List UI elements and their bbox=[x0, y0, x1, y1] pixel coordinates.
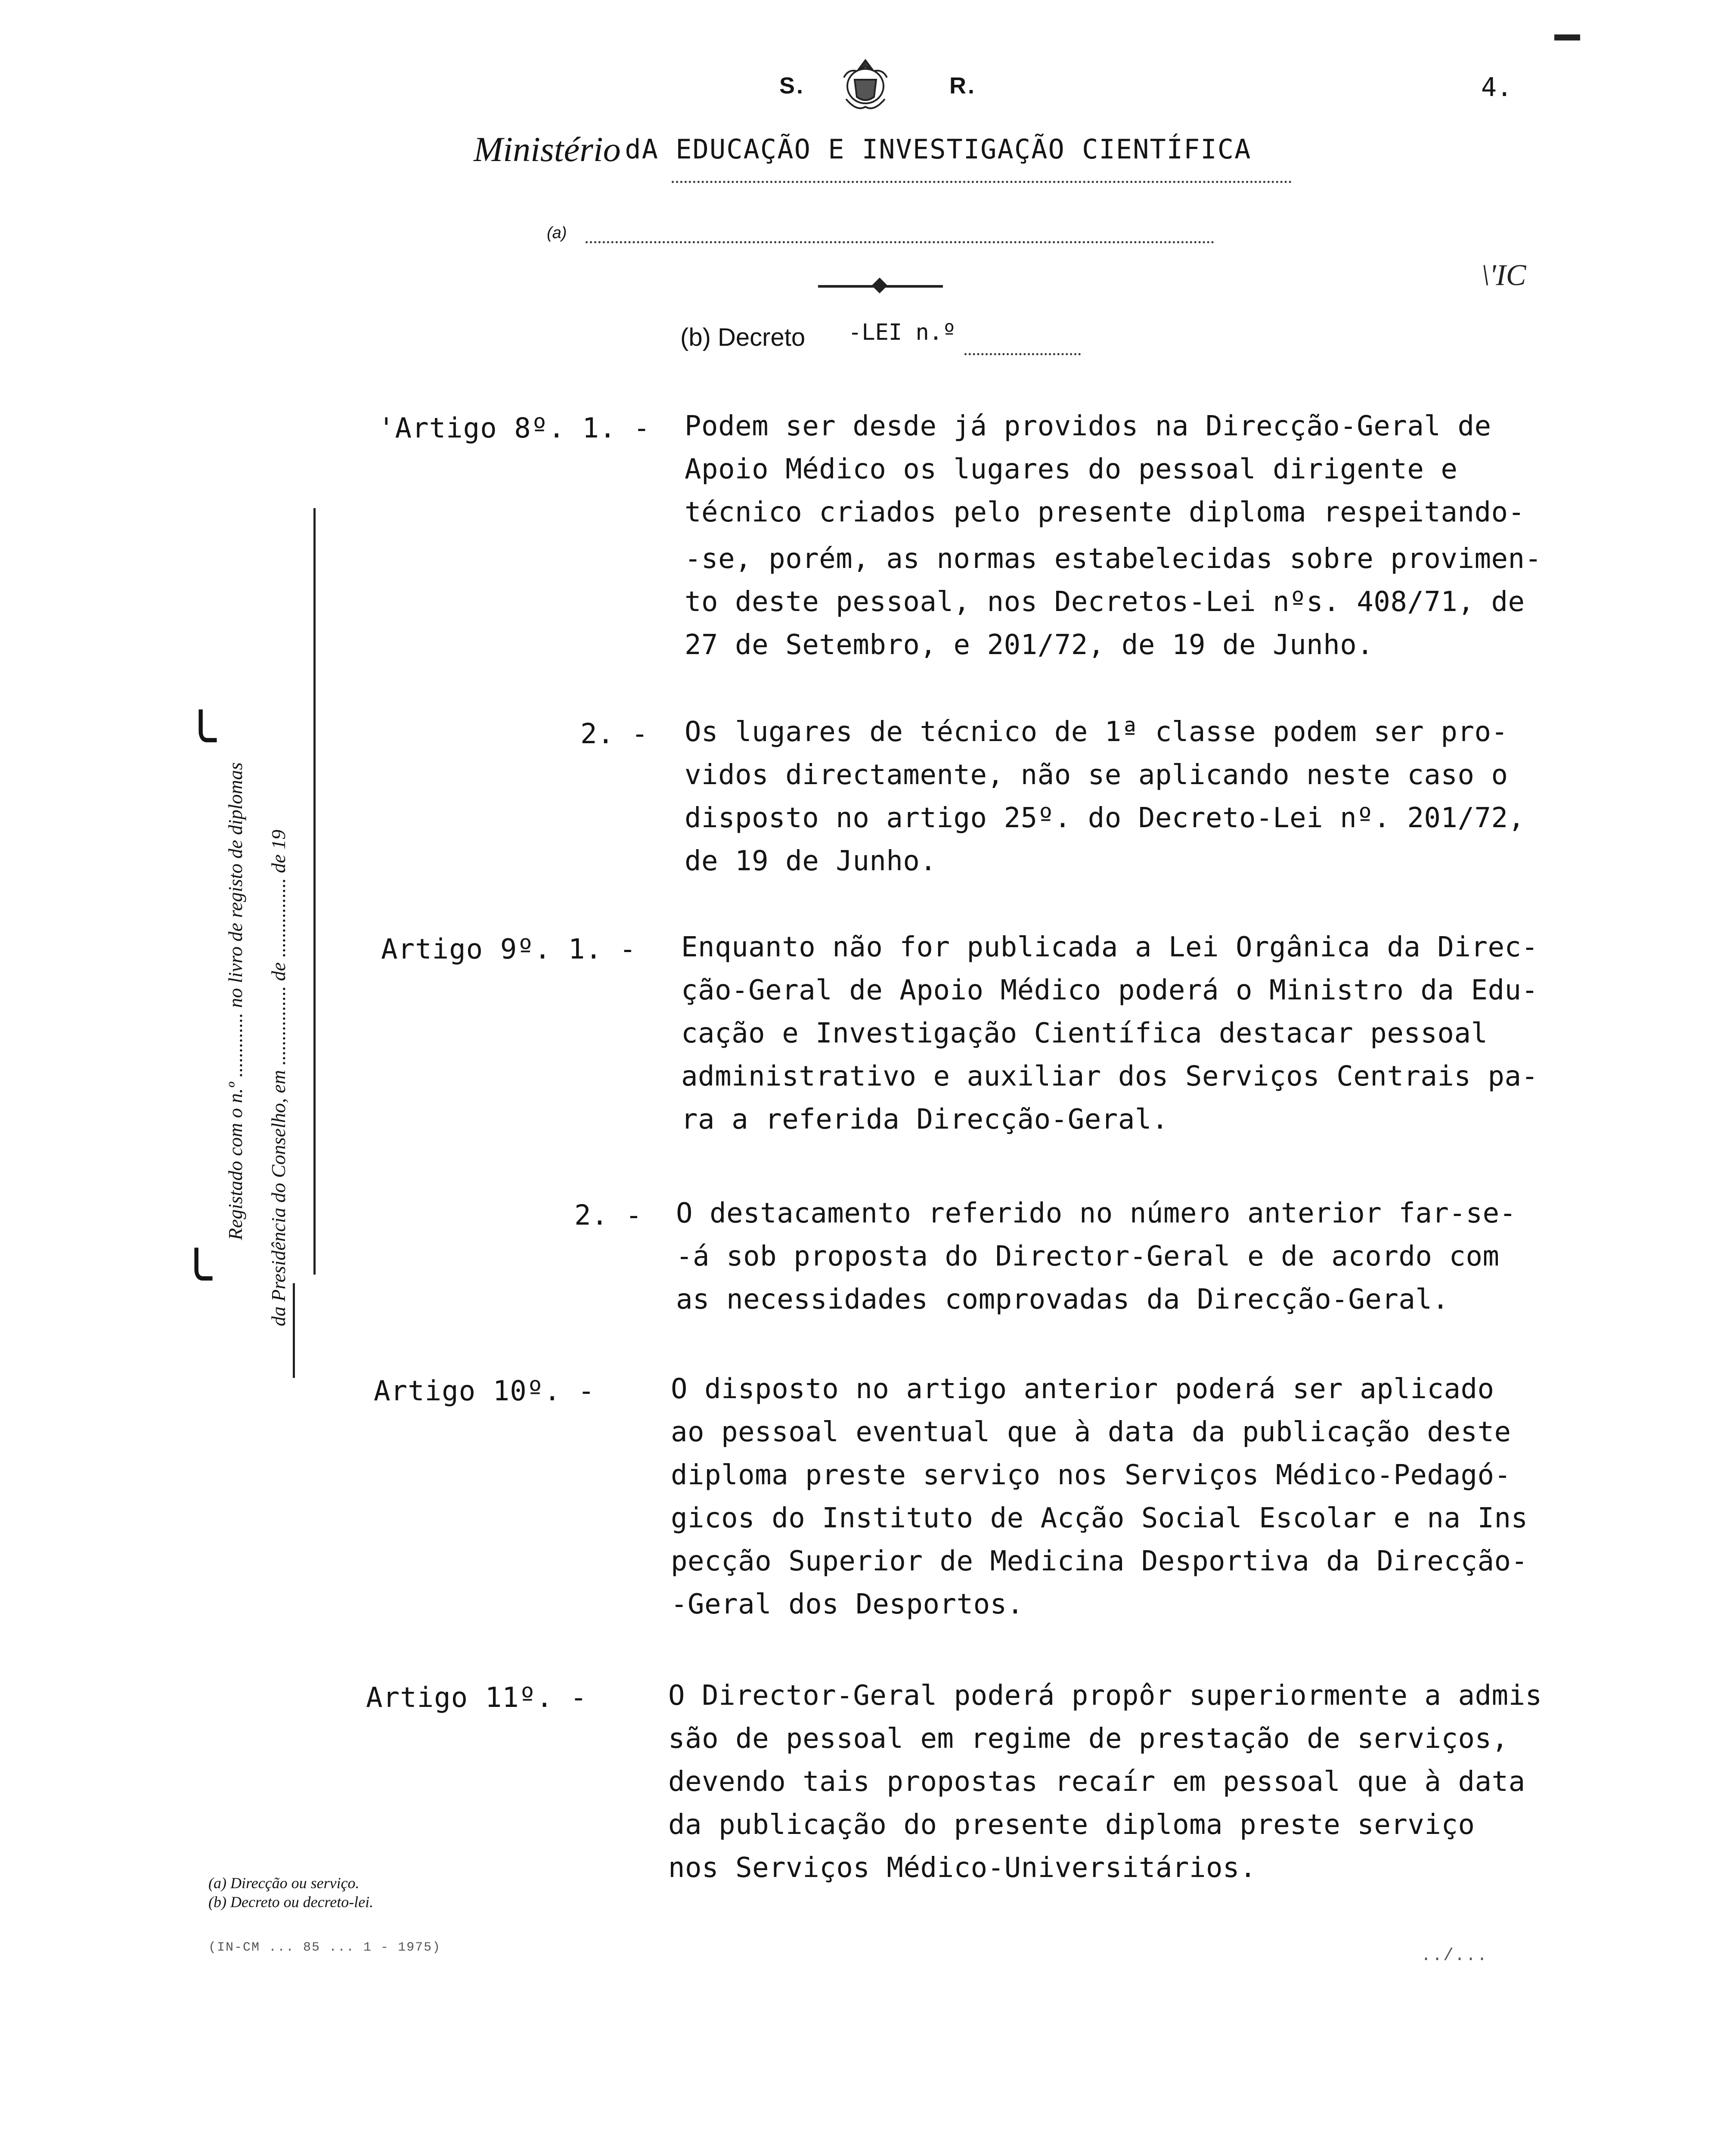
text-line: nos Serviços Médico-Universitários. bbox=[668, 1852, 1257, 1884]
text-line: vidos directamente, não se aplicando neste caso o bbox=[685, 759, 1508, 791]
printer-mark: (IN-CM ... 85 ... 1 - 1975) bbox=[208, 1940, 441, 1955]
text-line: O disposto no artigo anterior poderá ser aplicado bbox=[671, 1373, 1494, 1405]
article-11-label: Artigo 11º. - bbox=[366, 1682, 587, 1714]
text-line: as necessidades comprovadas da Direcção-Geral. bbox=[676, 1284, 1449, 1315]
text-line: disposto no artigo 25º. do Decreto-Lei nº. 201/72, bbox=[685, 802, 1525, 834]
text-line: pecção Superior de Medicina Desportiva da Direcção- bbox=[671, 1545, 1528, 1577]
text-line: gicos do Instituto de Acção Social Escolar e na Ins bbox=[671, 1502, 1528, 1534]
margin-brace-bottom-icon: ╰ bbox=[181, 1250, 212, 1307]
text-line: diploma preste serviço nos Serviços Médico-Pedagó- bbox=[671, 1459, 1511, 1491]
text-line: 27 de Setembro, e 201/72, de 19 de Junho. bbox=[685, 629, 1374, 661]
ministry-underline bbox=[672, 181, 1292, 183]
text-line: O destacamento referido no número anterior far-se- bbox=[676, 1197, 1516, 1229]
text-line: -Geral dos Desportos. bbox=[671, 1588, 1024, 1620]
bottom-right-mark: ../... bbox=[1421, 1946, 1488, 1966]
margin-rule-2 bbox=[293, 1283, 295, 1378]
field-a-label: (a) bbox=[547, 224, 567, 242]
text-line: Os lugares de técnico de 1ª classe podem ser pro- bbox=[685, 716, 1508, 748]
s-label: S. bbox=[779, 73, 805, 99]
field-a-line bbox=[586, 241, 1214, 243]
text-line: Apoio Médico os lugares do pessoal dirigente e bbox=[685, 453, 1458, 485]
ornament-diamond bbox=[872, 278, 888, 294]
ministry-heading bbox=[474, 129, 1251, 170]
page-number: 4. bbox=[1481, 72, 1513, 102]
margin-registration-line-1: Registado com o n.º ............. no livro de registo de diplomas bbox=[224, 762, 246, 1240]
margin-registration-line-2: da Presidência do Conselho, em ................ de ................ de 19 bbox=[267, 829, 289, 1326]
text-line: to deste pessoal, nos Decretos-Lei nºs. 408/71, de bbox=[685, 586, 1525, 618]
text-line: -se, porém, as normas estabelecidas sobre provimen- bbox=[685, 543, 1542, 575]
margin-rule-1 bbox=[313, 508, 316, 1275]
decree-line bbox=[964, 353, 1081, 355]
corner-mark bbox=[1554, 34, 1580, 40]
article-9-1-label: Artigo 9º. 1. - bbox=[381, 934, 636, 965]
text-line: da publicação do presente diploma preste serviço bbox=[668, 1809, 1475, 1841]
coat-of-arms-icon bbox=[831, 52, 900, 116]
margin-brace-top-icon: ╰ bbox=[185, 712, 217, 769]
text-line: de 19 de Junho. bbox=[685, 845, 937, 877]
text-line: são de pessoal em regime de prestação de serviços, bbox=[668, 1723, 1509, 1755]
text-line: ção-Geral de Apoio Médico poderá o Ministro da Edu- bbox=[681, 974, 1538, 1006]
ministry-word: Ministério bbox=[474, 130, 621, 169]
article-8-2-label: 2. - bbox=[580, 718, 649, 750]
handwritten-initials: \'IC bbox=[1481, 259, 1526, 292]
text-line: cação e Investigação Científica destacar pessoal bbox=[681, 1018, 1488, 1049]
text-line: administrativo e auxiliar dos Serviços Centrais pa- bbox=[681, 1061, 1538, 1092]
text-line: Podem ser desde já providos na Direcção-Geral de bbox=[685, 410, 1491, 442]
text-line: técnico criados pelo presente diploma respeitando- bbox=[685, 496, 1525, 528]
decree-label: (b) Decreto bbox=[680, 323, 806, 351]
text-line: O Director-Geral poderá propôr superiormente a admis bbox=[668, 1680, 1542, 1712]
footnote-a: (a) Direcção ou serviço. bbox=[208, 1874, 360, 1892]
r-label: R. bbox=[949, 73, 976, 99]
ministry-tail: dA EDUCAÇÃO E INVESTIGAÇÃO CIENTÍFICA bbox=[625, 133, 1252, 165]
footnote-b: (b) Decreto ou decreto-lei. bbox=[208, 1893, 374, 1911]
text-line: -á sob proposta do Director-Geral e de acordo com bbox=[676, 1241, 1500, 1272]
text-line: devendo tais propostas recaír em pessoal que à data bbox=[668, 1766, 1525, 1798]
article-10-label: Artigo 10º. - bbox=[374, 1375, 595, 1407]
article-8-1-label: 'Artigo 8º. 1. - bbox=[378, 413, 651, 444]
text-line: ra a referida Direcção-Geral. bbox=[681, 1104, 1169, 1135]
text-line: ao pessoal eventual que à data da publicação deste bbox=[671, 1416, 1511, 1448]
decree-suffix: -LEI n.º bbox=[848, 320, 956, 345]
article-9-2-label: 2. - bbox=[574, 1200, 643, 1232]
text-line: Enquanto não for publicada a Lei Orgânica da Direc- bbox=[681, 931, 1538, 963]
